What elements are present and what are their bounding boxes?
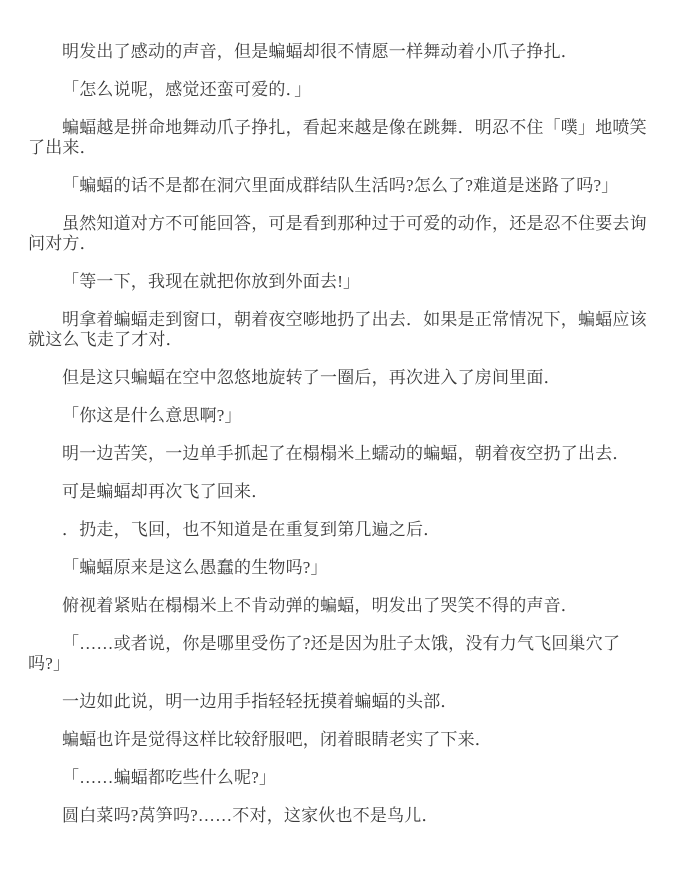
narration-paragraph: 蝙蝠也许是觉得这样比较舒服吧，闭着眼睛老实了下来． [62,730,492,749]
narration-paragraph: 明拿着蝙蝠走到窗口，朝着夜空嘭地扔了出去．如果是正常情况下，蝙蝠应该就这么飞走了才对． [28,310,647,349]
narration-paragraph: 一边如此说，明一边用手指轻轻抚摸着蝙蝠的头部． [62,692,458,711]
dialogue-paragraph: 「……蝙蝠都吃些什么呢?」 [62,768,277,787]
narration-paragraph: 明一边苦笑，一边单手抓起了在榻榻米上蠕动的蝙蝠，朝着夜空扔了出去． [62,444,630,463]
dialogue-paragraph: 「等一下，我现在就把你放到外面去!」 [62,272,361,291]
narration-paragraph: ．扔走，飞回，也不知道是在重复到第几遍之后． [62,520,441,539]
dialogue-paragraph: 「蝙蝠原来是这么愚蠢的生物吗?」 [62,558,328,577]
narration-paragraph: 蝙蝠越是拼命地舞动爪子挣扎，看起来越是像在跳舞．明忍不住「噗」地喷笑了出来． [28,118,647,157]
dialogue-paragraph: 「蝙蝠的话不是都在洞穴里面成群结队生活吗?怎么了?难道是迷路了吗?」 [62,176,619,195]
dialogue-paragraph: 「怎么说呢，感觉还蛮可爱的．」 [62,80,312,99]
narration-paragraph: 明发出了感动的声音，但是蝙蝠却很不情愿一样舞动着小爪子挣扎． [62,42,578,61]
narration-paragraph: 圆白菜吗?莴笋吗?……不对，这家伙也不是鸟儿． [62,806,439,825]
narration-paragraph: 俯视着紧贴在榻榻米上不肯动弹的蝙蝠，明发出了哭笑不得的声音． [62,596,578,615]
narration-paragraph: 虽然知道对方不可能回答，可是看到那种过于可爱的动作，还是忍不住要去询问对方． [28,214,647,253]
narration-paragraph: 但是这只蝙蝠在空中忽悠地旋转了一圈后，再次进入了房间里面． [62,368,561,387]
dialogue-paragraph: 「……或者说，你是哪里受伤了?还是因为肚子太饿，没有力气飞回巢穴了吗?」 [28,634,621,673]
dialogue-paragraph: 「你这是什么意思啊?」 [62,406,242,425]
narration-paragraph: 可是蝙蝠却再次飞了回来． [62,482,269,501]
